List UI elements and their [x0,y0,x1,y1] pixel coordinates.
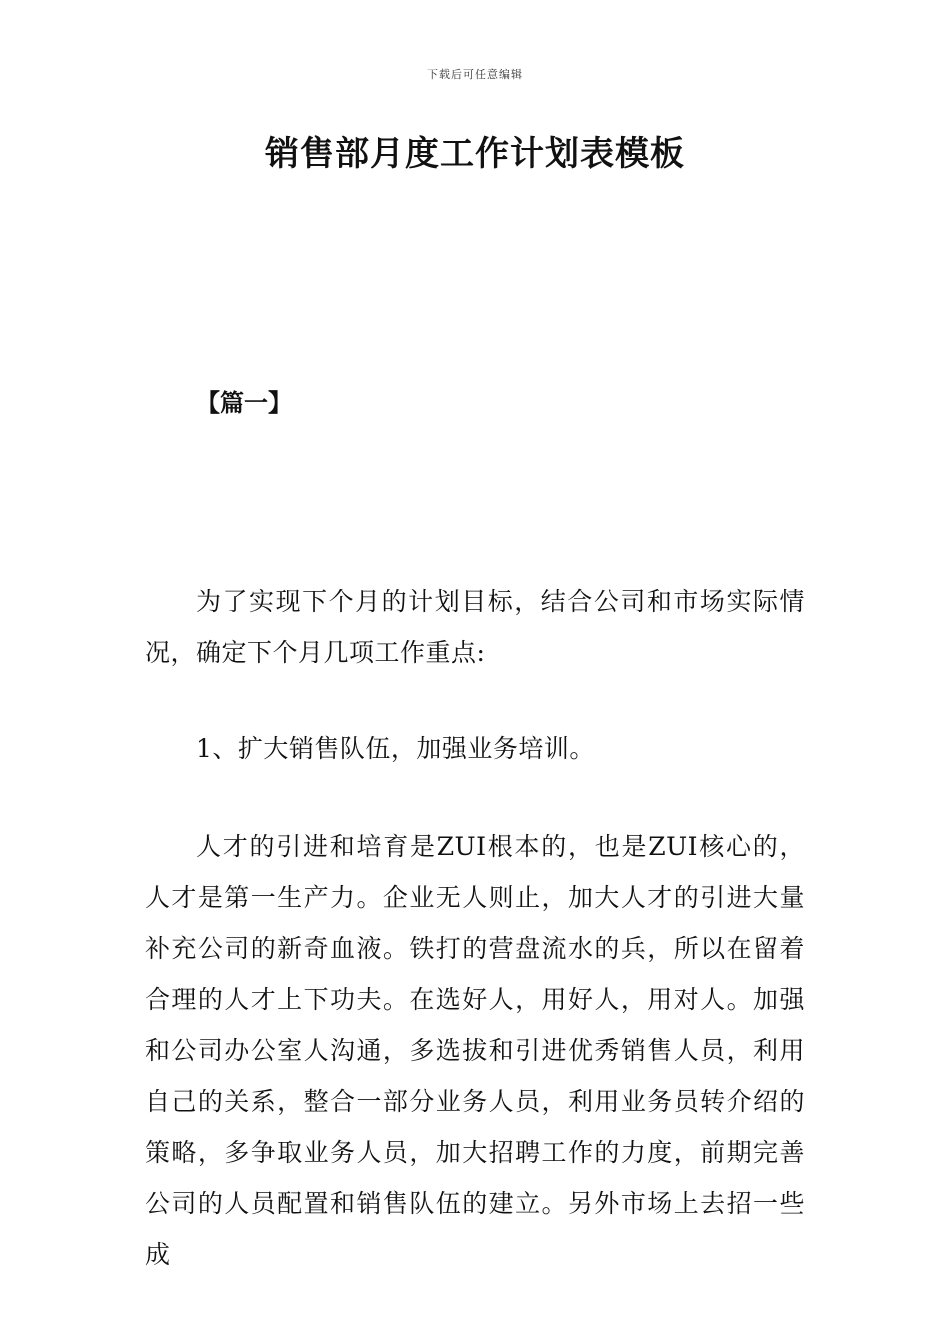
paragraph-item-1: 1、扩大销售队伍，加强业务培训。 [196,734,595,763]
paragraph-talent: 人才的引进和培育是ZUI根本的，也是ZUI核心的，人才是第一生产力。企业无人则止，加大人才的引进大量补充公司的新奇血液。铁打的营盘流水的兵，所以在留着合理的人才上下功夫。在选好人，用好人，用对人。加强和公司办公室人沟通，多选拔和引进优秀销售人员，利用自己的关系，整合一部分业务人员，利用业务员转介绍的策略，多争取业务人员，加大招聘工作的力度，前期完善公司的人员配置和销售队伍的建立。另外市场上去招一些成 [145,832,805,1269]
paragraph-intro: 为了实现下个月的计划目标，结合公司和市场实际情况，确定下个月几项工作重点: [145,587,805,667]
header-note: 下载后可任意编辑 [427,68,523,81]
page-title: 销售部月度工作计划表模板 [265,134,685,174]
section-label: 【篇一】 [196,389,292,417]
